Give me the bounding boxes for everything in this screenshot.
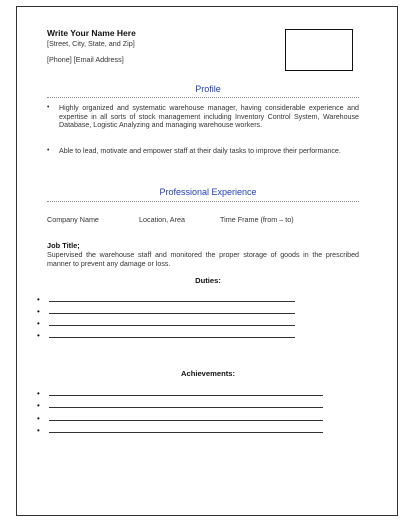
bullet-icon: • — [47, 147, 50, 154]
duty-line — [37, 330, 295, 340]
achievement-line — [37, 388, 323, 398]
profile-bullet-text: Highly organized and systematic warehouse manager, having considerable experience and expertise in all sorts of stock management including Inventory Control System, Warehouse Database, Logistic Analyzing and managing warehouse workers. — [59, 104, 359, 130]
achievements-heading: Achievements: — [180, 369, 236, 378]
bullet-icon: • — [37, 400, 40, 410]
profile-bullet — [47, 147, 359, 156]
experience-heading: Professional Experience — [159, 187, 257, 197]
achievement-line — [37, 425, 323, 435]
job-description: Supervised the warehouse staff and monitored the proper storage of goods in the prescribed manner to prevent any damage or loss. — [47, 251, 359, 268]
photo-placeholder — [285, 29, 353, 71]
address-line: [Street, City, State, and Zip] — [47, 39, 135, 48]
bullet-icon: • — [37, 330, 40, 340]
company-name: Company Name — [47, 215, 99, 224]
duty-line — [37, 306, 295, 316]
contact-line: [Phone] [Email Address] — [47, 55, 124, 64]
bullet-icon: • — [37, 294, 40, 304]
bullet-icon: • — [37, 318, 40, 328]
job-title: Job Title; — [47, 241, 80, 250]
duty-line — [37, 294, 295, 304]
bullet-icon: • — [37, 425, 40, 435]
resume-page — [16, 6, 398, 516]
bullet-icon: • — [37, 306, 40, 316]
duty-line — [37, 318, 295, 328]
profile-divider — [47, 97, 359, 98]
name-heading: Write Your Name Here — [47, 28, 136, 38]
bullet-icon: • — [47, 104, 50, 111]
experience-divider — [47, 201, 359, 202]
profile-heading: Profile — [195, 84, 221, 94]
job-location: Location, Area — [139, 215, 185, 224]
profile-bullet — [47, 104, 359, 130]
duties-heading: Duties: — [195, 276, 221, 285]
achievement-line — [37, 400, 323, 410]
bullet-icon: • — [37, 388, 40, 398]
profile-bullet-text: Able to lead, motivate and empower staff at their daily tasks to improve their performance. — [59, 147, 341, 155]
job-timeframe: Time Frame (from – to) — [220, 215, 294, 224]
achievement-line — [37, 413, 323, 423]
bullet-icon: • — [37, 413, 40, 423]
